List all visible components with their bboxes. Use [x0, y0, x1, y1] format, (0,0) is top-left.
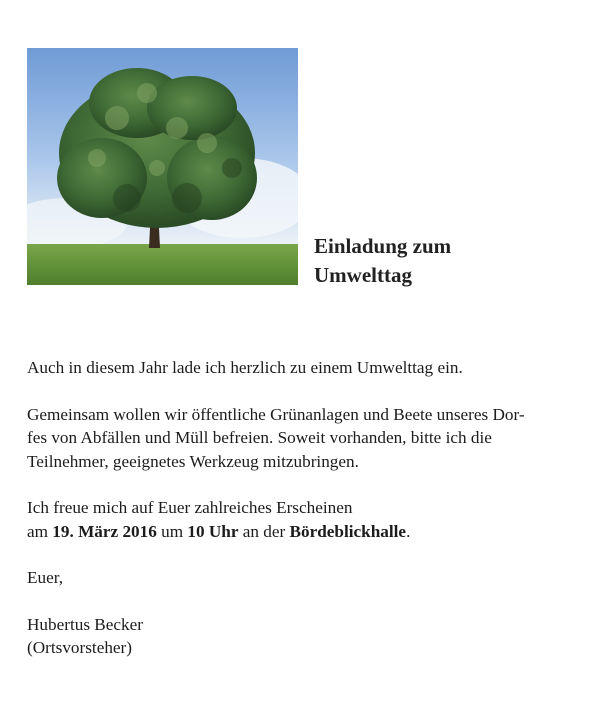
signature-name: Hubertus Becker — [27, 614, 143, 634]
letter-body — [27, 356, 587, 683]
event-line-2 — [27, 520, 587, 544]
paragraph-intro — [27, 356, 587, 380]
invitation-title — [314, 232, 574, 290]
tree-photo — [27, 48, 298, 285]
paragraph-event — [27, 496, 587, 543]
intro-line: Auch in diesem Jahr lade ich herzlich zu einem Umwelttag ein. — [27, 358, 463, 377]
event-line-1: Ich freue mich auf Euer zahlreiches Erscheinen — [27, 498, 353, 517]
paragraph-closing — [27, 566, 587, 590]
closing-text: Euer, — [27, 568, 64, 587]
event-date: 19. März 2016 — [52, 521, 157, 541]
details-line-3: Teilnehmer, geeignetes Werkzeug mitzubringen. — [27, 451, 359, 471]
signature-block — [27, 613, 587, 660]
paragraph-details — [27, 403, 587, 474]
event-time: 10 Uhr — [187, 521, 239, 541]
event-am: am — [27, 521, 53, 541]
title-line-1: Einladung zum — [314, 234, 452, 258]
event-um: um — [156, 521, 188, 541]
event-an: an der — [238, 521, 290, 541]
title-line-2: Umwelttag — [314, 263, 412, 287]
signature-role: (Ortsvorsteher) — [27, 638, 132, 657]
event-place: Bördeblickhalle — [289, 521, 407, 541]
event-end: . — [406, 521, 411, 541]
details-line-2: fes von Abfällen und Müll befreien. Soweit vorhanden, bitte ich die — [27, 428, 492, 447]
details-line-1: Gemeinsam wollen wir öffentliche Grünanlagen und Beete unseres Dor- — [27, 404, 525, 424]
